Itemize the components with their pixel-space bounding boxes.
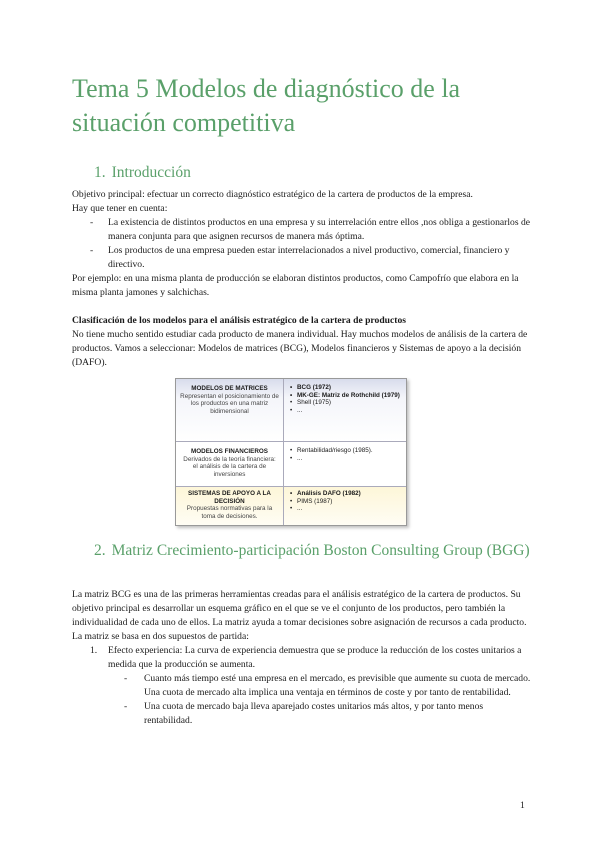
bcg-paragraph: La matriz BCG es una de las primeras herramientas creadas para el análisis estratégico de la cartera de productos. Su objetivo principal es desarrollar un esquema gráfico en el que se ve el conjunto de los productos, pero también la individualidad de cada uno de ellos. La matriz ayuda a tomar decisiones sobre asignación de recursos a cada producto. [72,589,527,628]
bullet-dash: - [90,245,94,256]
section1-number: 1. [94,164,106,181]
bullet-text: La existencia de distintos productos en una empresa y su interrelación entre ellos ,nos obliga a gestionarlos de manera conjunta para que asignen recursos de manera más óptima. [108,217,531,242]
table-row [176,442,406,487]
bullet-text: Los productos de una empresa pueden estar interrelacionados a nivel productivo, comercial, financiero y directivo. [108,245,510,270]
table-cell-model [176,379,284,441]
section1-body [72,188,532,370]
numbered-item-text: Efecto experiencia: La curva de experiencia demuestra que se produce la reducción de los costes unitarios a medida que la producción se aumenta. [108,645,522,670]
section2-number: 2. [94,542,106,559]
sub-bullet-text: Cuanto más tiempo esté una empresa en el mercado, es previsible que aumente su cuota de mercado. Una cuota de mercado alta implica una ventaja en términos de coste y por tanto de rentabilidad. [144,673,531,698]
bullet-dash: - [124,701,128,712]
classification-paragraph: No tiene mucho sentido estudiar cada producto de manera individual. Hay muchos modelos de análisis de la cartera de productos. Vamos a seleccionar: Modelos de matrices (BCG), Modelos financieros y Sistemas de apoyo a la decisión (DAFO). [72,329,528,368]
classification-subheading: Clasificación de los modelos para el análisis estratégico de la cartera de productos [72,315,406,326]
section2-heading [94,540,534,562]
table-list-item: • MK-GE: Matriz de Rothchild (1979) [290,392,402,400]
table-row-header: SISTEMAS DE APOYO A LA DECISIÓN [188,490,271,505]
table-row-desc: Propuestas normativas para la toma de decisiones. [186,505,273,520]
section1-heading-text: Introducción [111,164,191,181]
table-cell-examples [284,487,406,525]
table-list-item: • ... [290,407,402,415]
table-row [176,379,406,442]
table-row-desc: Derivados de la teoría financiera: el análisis de la cartera de inversiones [183,455,276,478]
table-list-item: • ... [290,505,402,513]
models-table-image [175,378,407,526]
table-row-header: MODELOS DE MATRICES [191,385,268,392]
page-title: Tema 5 Modelos de diagnóstico de la situación competitiva [72,74,461,137]
section1-heading [94,162,191,184]
section2-body [72,588,532,728]
sub-bullet-item [72,672,532,700]
sub-bullet-item [72,700,532,728]
bullet-item [72,244,532,272]
table-cell-examples [284,379,406,441]
numbered-item-number: 1. [90,645,98,656]
bullet-dash: - [90,217,94,228]
assumptions-text: La matriz se basa en dos supuestos de partida: [72,631,249,642]
consider-text: Hay que tener en cuenta: [72,203,168,214]
table-row [176,487,406,525]
sub-bullet-text: Una cuota de mercado baja lleva aparejado costes unitarios más altos, y por tanto menos rentabilidad. [144,701,484,726]
objective-text: Objetivo principal: efectuar un correcto diagnóstico estratégico de la cartera de productos de la empresa. [72,189,473,200]
numbered-item [72,644,532,672]
table-list-item: • BCG (1972) [290,384,402,392]
section2-heading-text: Matriz Crecimiento-participación Boston Consulting Group (BGG) [111,542,530,559]
table-list-item: • Rentabilidad/riesgo (1985). [290,447,402,455]
table-cell-model [176,487,284,525]
example-text: Por ejemplo: en una misma planta de producción se elaboran distintos productos, como Campofrío que elabora en la misma planta jamones y salchichas. [72,273,519,298]
page-number: 1 [520,800,525,811]
table-row-desc: Representan el posicionamiento de los productos en una matriz bidimensional [180,392,279,415]
table-list-item: • Análisis DAFO (1982) [290,490,402,498]
bullet-dash: - [124,673,128,684]
bullet-item [72,216,532,244]
table-list-item: • ... [290,455,402,463]
table-list-item: • Shell (1975) [290,399,402,407]
table-cell-model [176,442,284,486]
table-row-header: MODELOS FINANCIEROS [191,448,268,455]
table-cell-examples [284,442,406,486]
table-list-item: • PIMS (1987) [290,498,402,506]
